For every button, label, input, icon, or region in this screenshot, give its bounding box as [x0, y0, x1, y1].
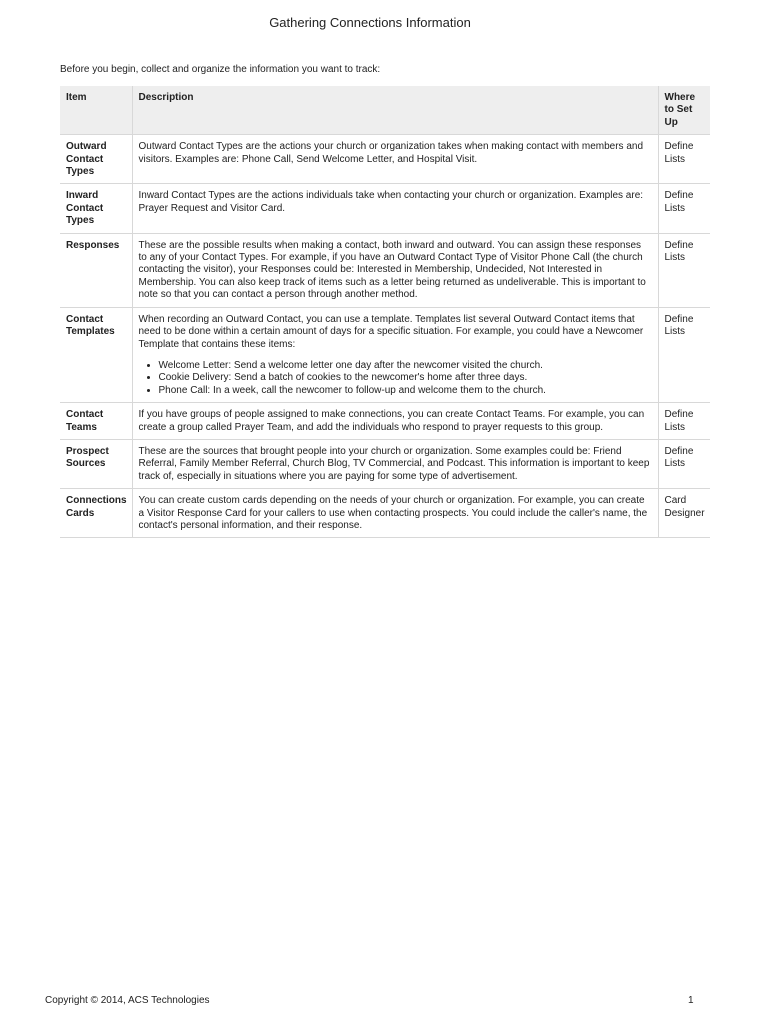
row-item: Inward Contact Types — [60, 184, 132, 233]
intro-text: Before you begin, collect and organize the information you want to track: — [60, 64, 381, 75]
footer-page-number: 1 — [688, 995, 694, 1006]
row-description: Inward Contact Types are the actions individuals take when contacting your church or organization. Examples are: Prayer Request and Visitor Card. — [132, 184, 658, 233]
table-row — [60, 489, 710, 538]
table-row — [60, 439, 710, 488]
row-item: Prospect Sources — [60, 439, 132, 488]
row-item: Outward Contact Types — [60, 135, 132, 184]
list-item: • Welcome Letter: Send a welcome letter one day after the newcomer visited the church. — [159, 360, 652, 372]
table-row — [60, 184, 710, 233]
row-where: Define Lists — [658, 439, 710, 488]
row-where: Define Lists — [658, 307, 710, 402]
row-description-cell — [132, 307, 658, 402]
row-where: Define Lists — [658, 184, 710, 233]
column-header-description: Description — [132, 86, 658, 135]
row-where: Define Lists — [658, 233, 710, 307]
table-row — [60, 403, 710, 440]
list-item: • Phone Call: In a week, call the newcomer to follow-up and welcome them to the church. — [159, 385, 652, 397]
column-header-item: Item — [60, 86, 132, 135]
table-row — [60, 307, 710, 402]
connections-info-table — [60, 86, 710, 538]
list-item: • Cookie Delivery: Send a batch of cookies to the newcomer's home after three days. — [159, 372, 652, 384]
row-description: When recording an Outward Contact, you can use a template. Templates list several Outward Contact items that need to be done within a certain amount of days for a specific situation. For example, you could have a Newcomer Template that contains these items: — [138, 313, 644, 350]
table-row — [60, 233, 710, 307]
row-description: These are the possible results when making a contact, both inward and outward. You can assign these responses to any of your Contact Types. For example, if you have an Outward Contact Type of Visitor Phone Call (the church contacting the visitor), your Responses could be: Interested in Membership, Undecided, Not Interested in Membership. You can also keep track of items such as a letter being returned as undeliverable. This is important to note so that you can contact a person through another method. — [132, 233, 658, 307]
row-description: Outward Contact Types are the actions your church or organization takes when making contact with members and visitors. Examples are: Phone Call, Send Welcome Letter, and Hospital Visit. — [132, 135, 658, 184]
footer-copyright: Copyright © 2014, ACS Technologies — [45, 995, 210, 1006]
row-item: Contact Templates — [60, 307, 132, 402]
template-items-list — [139, 360, 652, 397]
row-item: Connections Cards — [60, 489, 132, 538]
row-description: You can create custom cards depending on the needs of your church or organization. For example, you can create a Visitor Response Card for your callers to use when contacting prospects. You could include the caller's name, the contact's personal information, and their response. — [132, 489, 658, 538]
row-description: If you have groups of people assigned to make connections, you can create Contact Teams. For example, you can create a group called Prayer Team, and add the individuals who respond to prayer requests to this group. — [132, 403, 658, 440]
row-item: Contact Teams — [60, 403, 132, 440]
row-where: Card Designer — [658, 489, 710, 538]
row-item: Responses — [60, 233, 132, 307]
row-where: Define Lists — [658, 135, 710, 184]
row-where: Define Lists — [658, 403, 710, 440]
column-header-where: Where to Set Up — [658, 86, 710, 135]
page-title: Gathering Connections Information — [269, 15, 471, 30]
table-row — [60, 135, 710, 184]
table-header-row — [60, 86, 710, 135]
row-description: These are the sources that brought people into your church or organization. Some examples could be: Friend Referral, Family Member Referral, Church Blog, TV Commercial, and Podcast. This information is important to keep track of, especially in situations where you are paying for some type of advertisement. — [132, 439, 658, 488]
